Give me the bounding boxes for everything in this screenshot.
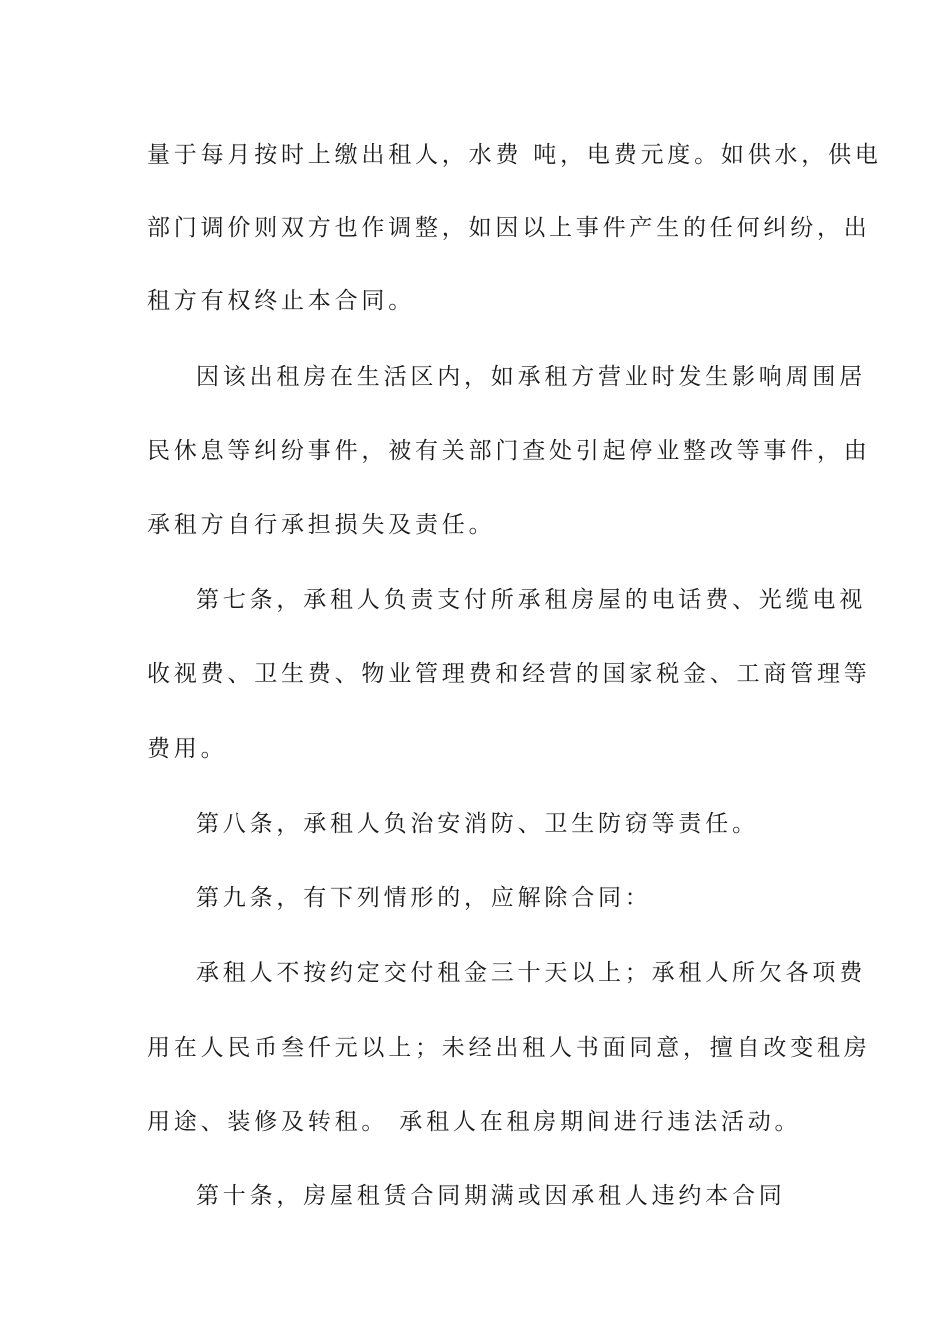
- article-9-line: 第九条，有下列情形的，应解除合同：: [196, 885, 652, 911]
- text-line: 民休息等纠纷事件，被有关部门查处引起停业整改等事件，由: [147, 438, 871, 464]
- text-line: 用在人民币叁仟元以上；未经出租人书面同意，擅自改变租房: [147, 1035, 871, 1061]
- text-line: 租方有权终止本合同。: [147, 288, 415, 314]
- text-line: 量于每月按时上缴出租人，水费 吨，电费元度。如供水，供电: [147, 142, 882, 168]
- article-10-line: 第十条，房屋租赁合同期满或因承租人违约本合同: [196, 1183, 786, 1209]
- text-line: 部门调价则双方也作调整，如因以上事件产生的任何纠纷，出: [147, 215, 871, 241]
- paragraph-first-line: 承租人不按约定交付租金三十天以上；承租人所欠各项费: [196, 960, 866, 986]
- text-line: 费用。: [147, 736, 228, 762]
- text-line: 用途、装修及转租。 承租人在租房期间进行违法活动。: [147, 1109, 802, 1135]
- article-8-line: 第八条，承租人负治安消防、卫生防窃等责任。: [196, 811, 759, 837]
- text-line: 承租方自行承担损失及责任。: [147, 512, 496, 538]
- paragraph-first-line: 因该出租房在生活区内，如承租方营业时发生影响周围居: [196, 364, 866, 390]
- article-7-line: 第七条，承租人负责支付所承租房屋的电话费、光缆电视: [196, 587, 866, 613]
- text-line: 收视费、卫生费、物业管理费和经营的国家税金、工商管理等: [147, 661, 871, 687]
